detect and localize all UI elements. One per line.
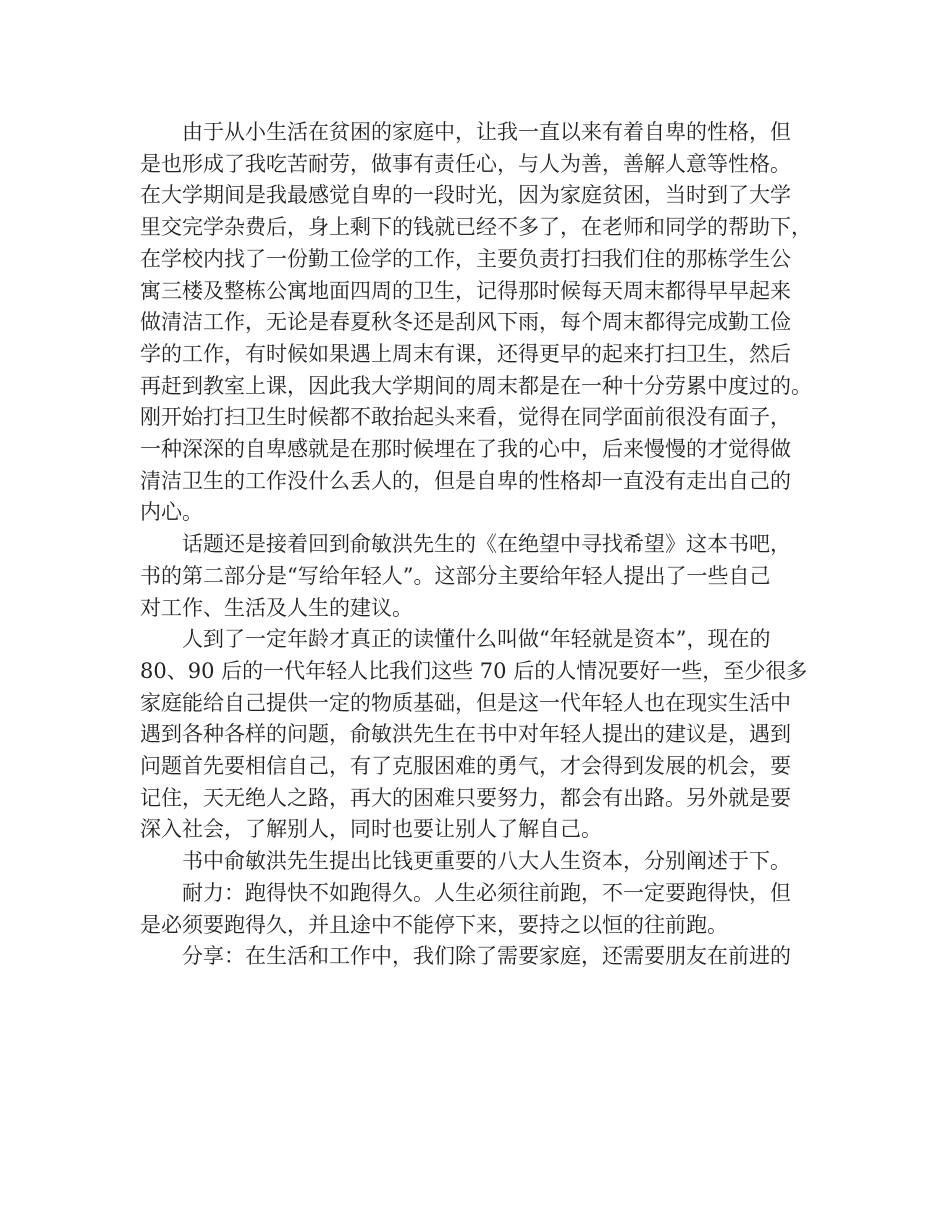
text-line: 书中俞敏洪先生提出比钱更重要的八大人生资本，分别阐述于下。 [182, 849, 791, 874]
text-line: 刚开始打扫卫生时候都不敢抬起头来看，觉得在同学面前很没有面子， [140, 405, 791, 430]
text-line: 内心。 [140, 500, 203, 525]
text-line: 在学校内找了一份勤工俭学的工作，主要负责打扫我们住的那栋学生公 [140, 246, 791, 271]
text-line: 是也形成了我吃苦耐劳，做事有责任心，与人为善，善解人意等性格。 [140, 151, 791, 176]
text-line: 家庭能给自己提供一定的物质基础，但是这一代年轻人也在现实生活中 [140, 690, 791, 715]
text-line: 清洁卫生的工作没什么丢人的，但是自卑的性格却一直没有走出自己的 [140, 468, 791, 493]
text-line: 话题还是接着回到俞敏洪先生的《在绝望中寻找希望》这本书吧， [182, 532, 791, 557]
text-line: 是必须要跑得久，并且途中不能停下来，要持之以恒的往前跑。 [140, 912, 728, 937]
text-line: 里交完学杂费后，身上剩下的钱就已经不多了，在老师和同学的帮助下， [140, 215, 812, 240]
text-line: 遇到各种各样的问题，俞敏洪先生在书中对年轻人提出的建议是，遇到 [140, 722, 791, 747]
text-line: 一种深深的自卑感就是在那时候埋在了我的心中，后来慢慢的才觉得做 [140, 437, 791, 462]
text-line: 在大学期间是我最感觉自卑的一段时光，因为家庭贫困，当时到了大学 [140, 183, 791, 208]
text-line: 由于从小生活在贫困的家庭中，让我一直以来有着自卑的性格，但 [182, 120, 791, 144]
text-line: 寓三楼及整栋公寓地面四周的卫生，记得那时候每天周末都得早早起来 [140, 278, 791, 303]
text-line: 耐力：跑得快不如跑得久。人生必须往前跑，不一定要跑得快，但 [182, 880, 791, 905]
text-line: 记住，天无绝人之路，再大的困难只要努力，都会有出路。另外就是要 [140, 785, 791, 810]
text-line: 问题首先要相信自己，有了克服困难的勇气，才会得到发展的机会，要 [140, 754, 791, 779]
text-line: 人到了一定年龄才真正的读懂什么叫做“年轻就是资本”，现在的 [182, 627, 771, 652]
text-line: 再赶到教室上课，因此我大学期间的周末都是在一种十分劳累中度过的。 [140, 373, 812, 398]
text-line: 学的工作，有时候如果遇上周末有课，还得更早的起来打扫卫生，然后 [140, 341, 791, 366]
text-line: 80、90 后的一代年轻人比我们这些 70 后的人情况要好一些，至少很多 [140, 658, 808, 683]
text-line: 做清洁工作，无论是春夏秋冬还是刮风下雨，每个周末都得完成勤工俭 [140, 310, 791, 335]
text-line: 分享：在生活和工作中，我们除了需要家庭，还需要朋友在前进的 [182, 944, 791, 969]
text-line: 深入社会，了解别人，同时也要让别人了解自己。 [140, 817, 602, 842]
text-line: 对工作、生活及人生的建议。 [140, 595, 413, 620]
text-line: 书的第二部分是“写给年轻人”。这部分主要给年轻人提出了一些自己 [140, 563, 771, 588]
